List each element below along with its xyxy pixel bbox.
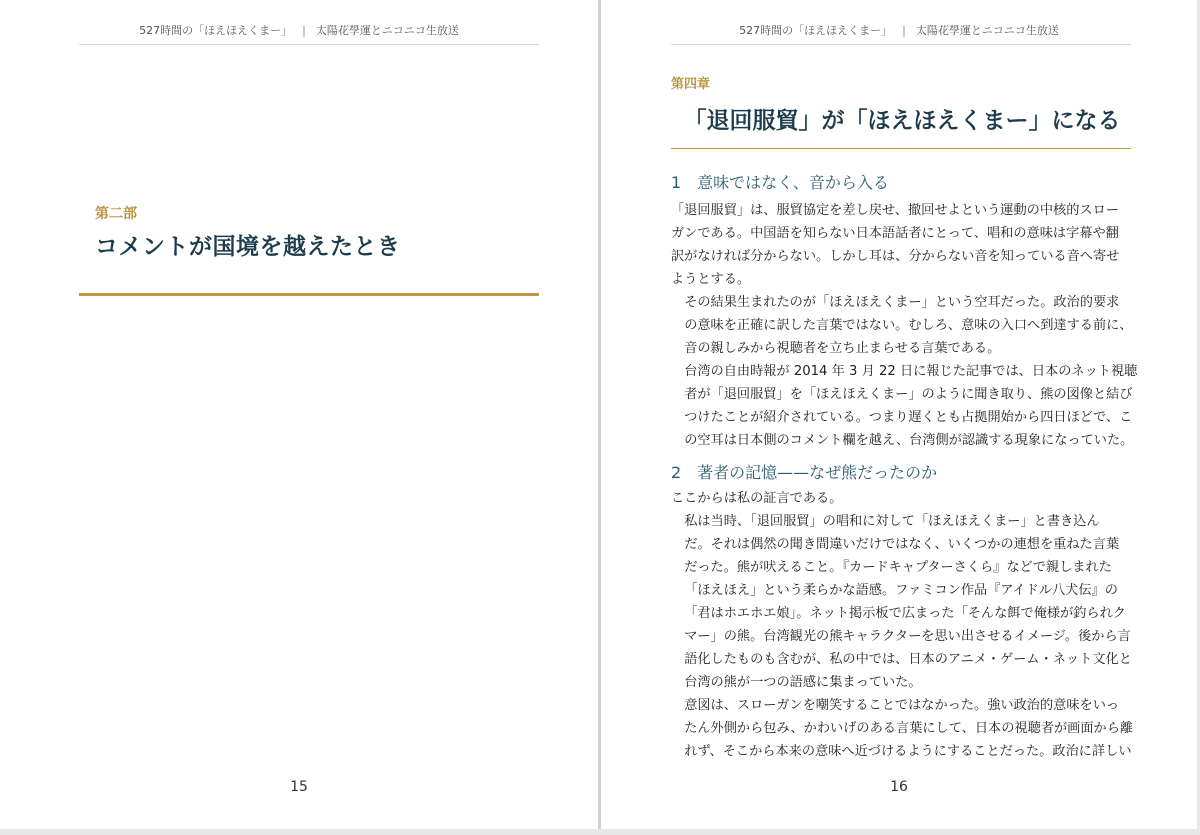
left-page <box>0 0 598 829</box>
running-header-separator: | <box>902 24 906 37</box>
section-body <box>671 199 1138 452</box>
text-line: だ。それは偶然の聞き間違いだけではなく、いくつかの連想を重ねた言葉 <box>684 537 1120 552</box>
paragraph <box>671 360 1138 452</box>
paragraph <box>671 199 1131 291</box>
running-header-separator: | <box>302 24 306 37</box>
text-line: つけたことが紹介されている。つまり遅くとも占拠開始から四日ほどで、こ <box>684 410 1133 425</box>
text-line: 台湾の熊が一つの語感に集まっていた。 <box>684 675 922 690</box>
running-header-left <box>0 22 598 38</box>
text-line: だった。熊が吠えること。『カードキャプターさくら』などで親しまれた <box>684 560 1112 575</box>
part-divider-rule <box>79 293 539 296</box>
running-header-book-title: 527時間の「ほえほえくまー」 <box>139 24 293 37</box>
section-body <box>671 487 1134 763</box>
text-line: 「ほえほえ」という柔らかな語感。ファミコン作品『アイドル八犬伝』の <box>684 583 1118 598</box>
section-heading: 2 著者の記憶——なぜ熊だったのか <box>671 463 938 482</box>
page-number-left: 15 <box>290 779 308 795</box>
text-line: の空耳は日本側のコメント欄を越え、台湾側が認識する現象になっていた。 <box>684 433 1134 448</box>
page-number-right: 16 <box>890 779 908 795</box>
text-line: 音の親しみから視聴者を立ち止まらせる言葉である。 <box>684 341 1001 356</box>
text-line: 訳がなければ分からない。しかし耳は、分からない音を知っている音へ寄せ <box>671 249 1120 264</box>
text-line: たん外側から包み、かわいげのある言葉にして、日本の視聴者が画面から離 <box>684 721 1134 736</box>
text-line: 意図は、スローガンを嘲笑することではなかった。強い政治的意味をいっ <box>684 698 1120 713</box>
chapter-divider-rule <box>671 148 1131 149</box>
text-line: れず、そこから本来の意味へ近づけるようにすることだった。政治に詳しい <box>684 744 1132 759</box>
paragraph <box>671 510 1131 694</box>
running-header-subtitle: 太陽花學運とニコニコ生放送 <box>915 24 1059 37</box>
header-rule <box>671 44 1131 45</box>
text-line: ガンである。中国語を知らない日本語話者にとって、唱和の意味は字幕や翻 <box>671 226 1119 241</box>
text-line: 者が「退回服貿」を「ほえほえくまー」のように聞き取り、熊の図像と結び <box>684 387 1133 402</box>
paragraph <box>671 291 1131 360</box>
text-line: マー」の熊。台湾観光の熊キャラクターを思い出させるイメージ。後から言 <box>684 629 1131 644</box>
paragraph <box>671 487 1131 510</box>
running-header-subtitle: 太陽花學運とニコニコ生放送 <box>315 24 459 37</box>
text-line: 台湾の自由時報が 2014 年 3 月 22 日に報じた記事では、日本のネット視聴 <box>684 364 1138 379</box>
text-line: 語化したものも含むが、私の中では、日本のアニメ・ゲーム・ネット文化と <box>684 652 1132 667</box>
text-line: 「退回服貿」は、服貿協定を差し戻せ、撤回せよという運動の中核的スロー <box>671 203 1119 218</box>
text-line: の意味を正確に訳した言葉ではない。むしろ、意味の入口へ到達する前に、 <box>684 318 1133 333</box>
running-header-book-title: 527時間の「ほえほえくまー」 <box>739 24 893 37</box>
part-label: 第二部 <box>95 206 137 222</box>
chapter-title: 「退回服貿」が「ほえほえくまー」になる <box>683 108 1121 134</box>
text-line: 「君はホエホエ娘」。ネット掲示板で広まった「そんな餌で俺様が釣られク <box>684 606 1126 621</box>
text-line: その結果生まれたのが「ほえほえくまー」という空耳だった。政治的要求 <box>684 295 1120 310</box>
text-line: ここからは私の証言である。 <box>671 491 843 506</box>
text-line: 私は当時、「退回服貿」の唱和に対して「ほえほえくまー」と書き込ん <box>684 514 1100 529</box>
part-title: コメントが国境を越えたとき <box>95 234 401 260</box>
paragraph <box>671 694 1134 763</box>
chapter-label: 第四章 <box>671 77 711 92</box>
section-heading: 1 意味ではなく、音から入る <box>671 173 889 192</box>
right-page <box>601 0 1197 829</box>
running-header-right <box>601 22 1197 38</box>
header-rule <box>79 44 539 45</box>
text-line: ようとする。 <box>671 272 751 287</box>
